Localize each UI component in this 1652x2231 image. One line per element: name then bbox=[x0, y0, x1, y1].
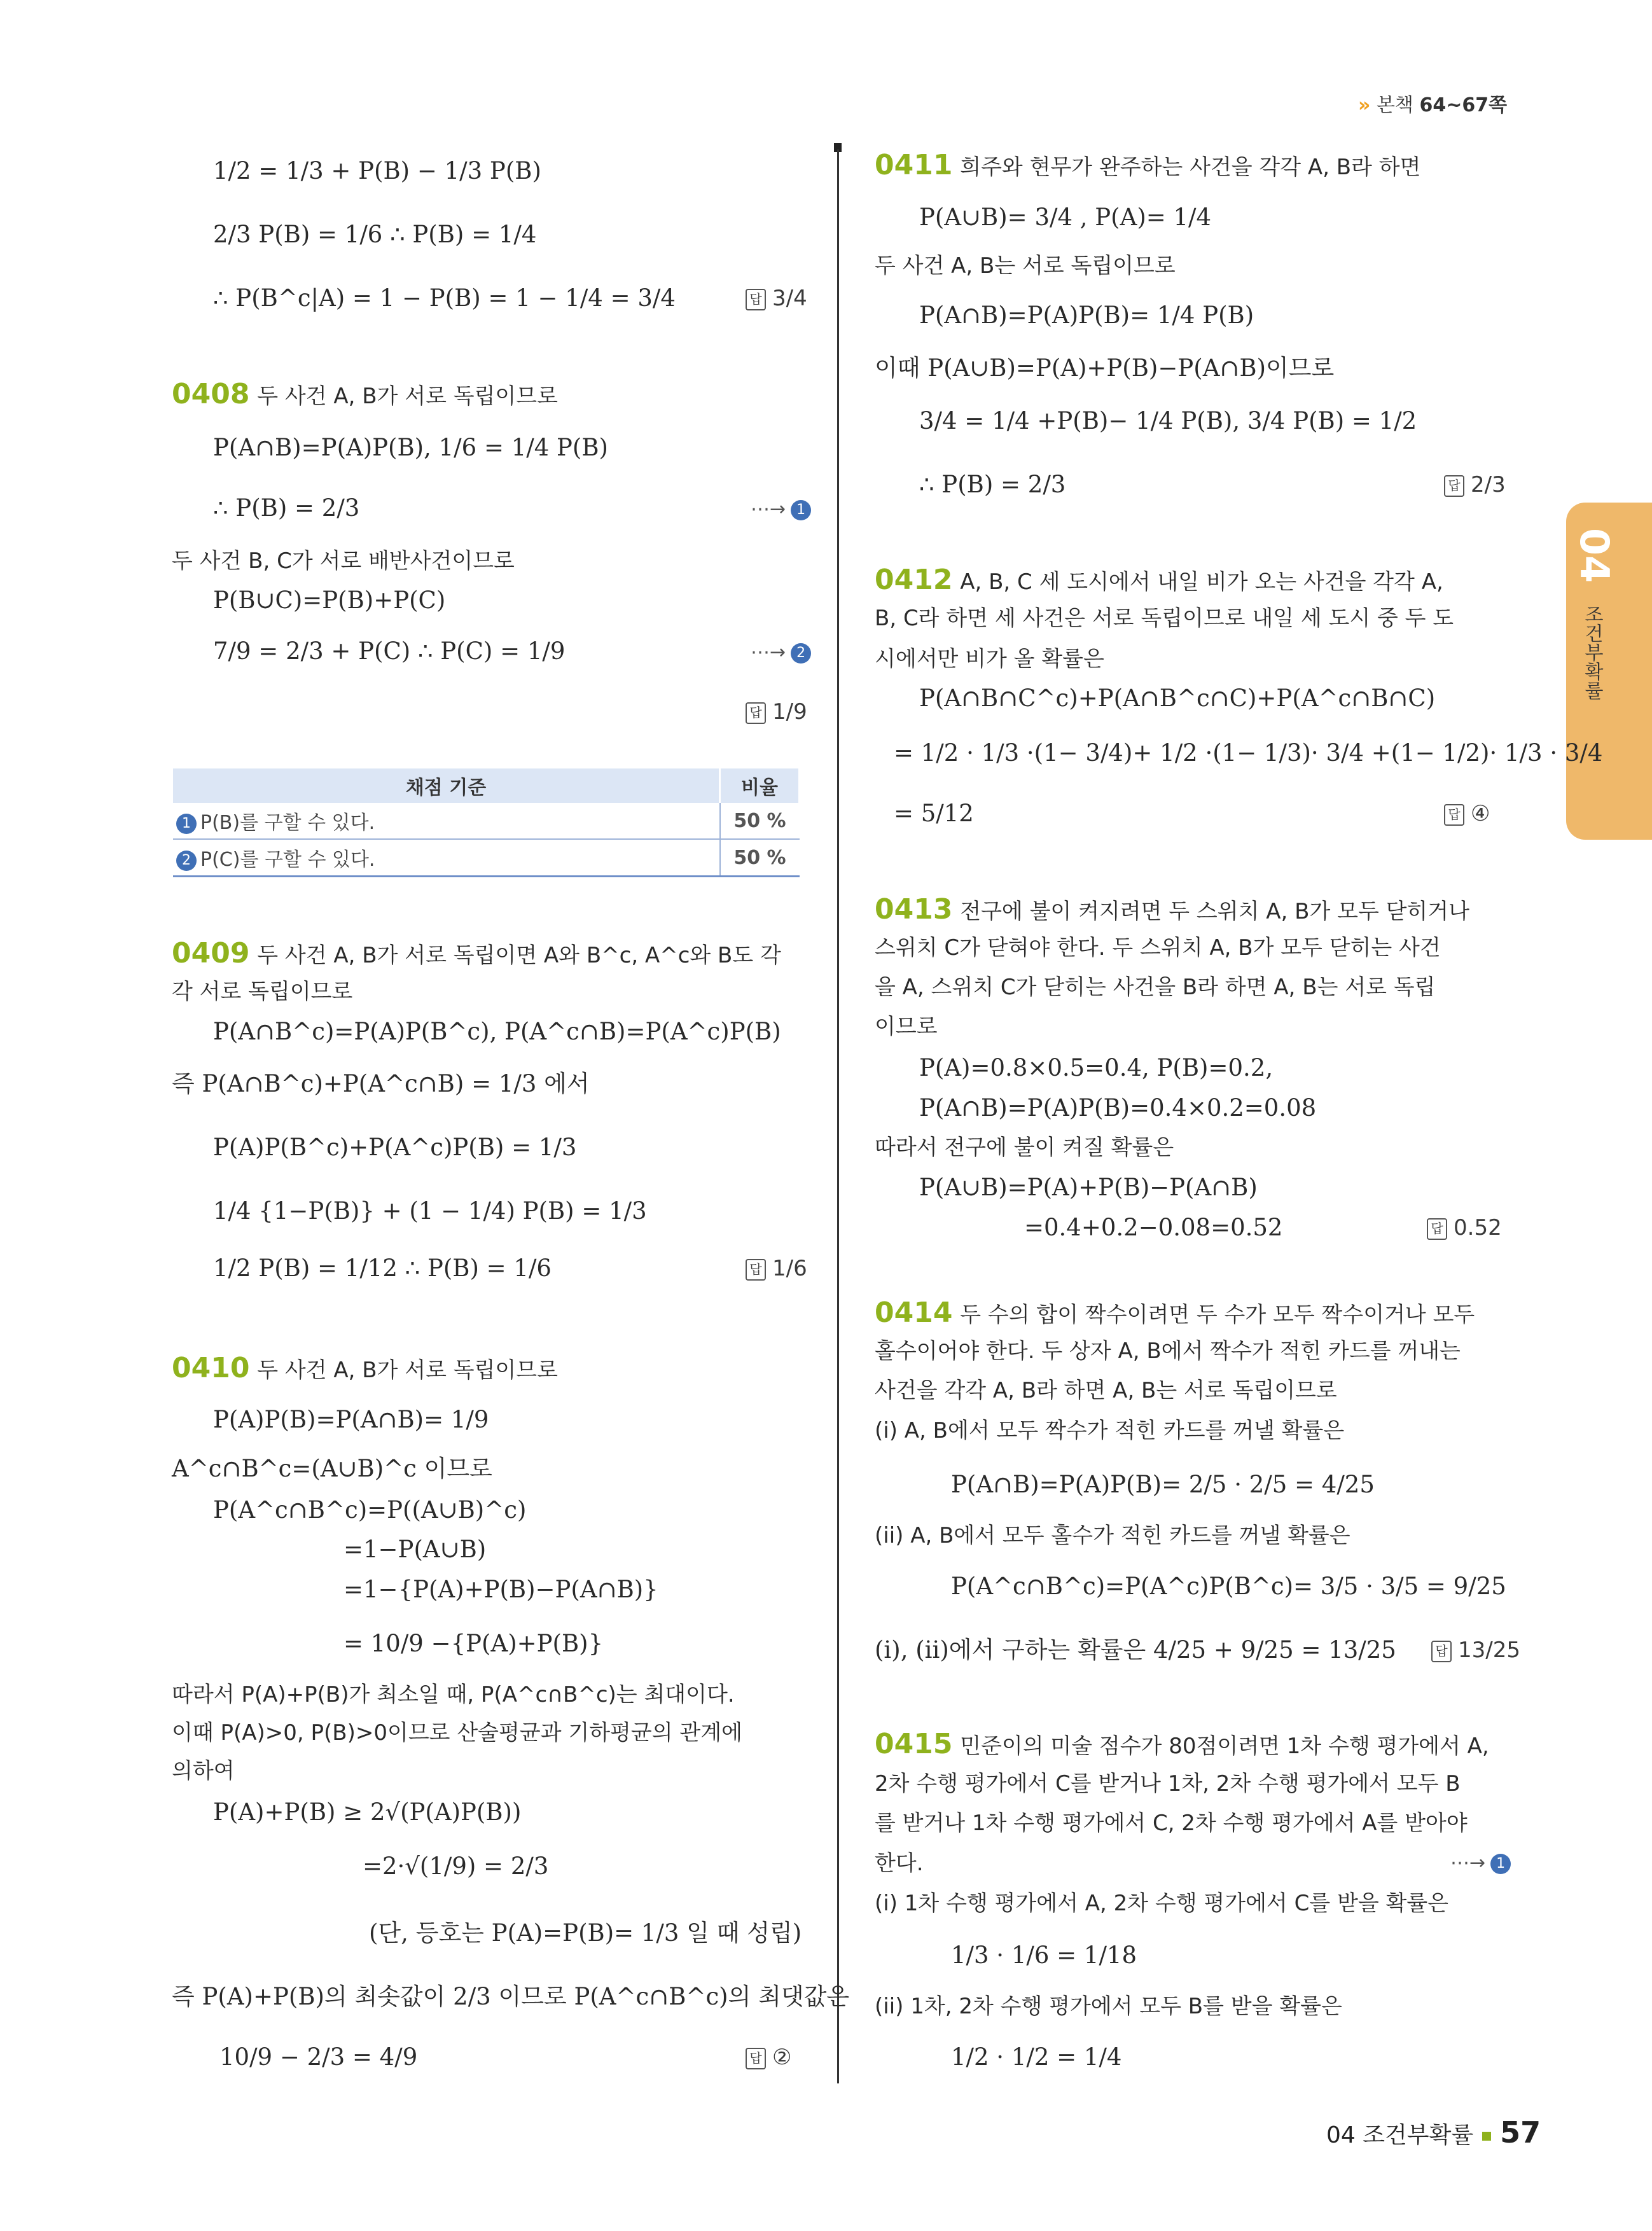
answer-mark-icon: 답 bbox=[746, 2048, 766, 2069]
problem-number: 0408 bbox=[172, 378, 250, 410]
problem-0413 bbox=[875, 894, 1469, 927]
problem-number: 0410 bbox=[172, 1352, 250, 1384]
answer-value: 2/3 bbox=[1471, 472, 1506, 497]
answer bbox=[1444, 798, 1490, 829]
criteria-text: P(B)를 구할 수 있다. bbox=[200, 812, 375, 834]
math-line: ∴ P(B^c|A) = 1 − P(B) = 1 − 1/4 = 3/4 bbox=[213, 284, 676, 312]
chevron-icon: » bbox=[1358, 94, 1371, 116]
answer bbox=[746, 283, 807, 314]
math-line: ∴ P(B) = 2/3 bbox=[213, 494, 360, 522]
answer-value: ② bbox=[772, 2045, 792, 2070]
math-line: = 5/12 bbox=[894, 800, 974, 827]
problem-0415 bbox=[875, 1729, 1489, 1762]
math-line: P(A^c∩B^c)=P(A^c)P(B^c)= 3/5 · 3/5 = 9/25 bbox=[951, 1573, 1506, 1600]
step-marker: ⋯→ 2 bbox=[751, 637, 811, 668]
criteria-text: P(C)를 구할 수 있다. bbox=[200, 849, 375, 871]
problem-intro: 두 사건 A, B가 서로 독립이므로 bbox=[257, 1358, 558, 1383]
answer bbox=[1427, 1213, 1502, 1243]
problem-intro: A, B, C 세 도시에서 내일 비가 오는 사건을 각각 A, bbox=[960, 569, 1443, 595]
math-line: P(A∩B^c)=P(A)P(B^c), P(A^c∩B)=P(A^c)P(B) bbox=[213, 1018, 781, 1045]
math-line: P(A∪B)= 3/4 , P(A)= 1/4 bbox=[919, 204, 1212, 231]
answer-mark-icon: 답 bbox=[746, 702, 766, 724]
math-line: 즉 P(A∩B^c)+P(A^c∩B) = 1/3 에서 bbox=[172, 1070, 590, 1097]
math-line: P(B∪C)=P(B)+P(C) bbox=[213, 587, 446, 614]
scoring-table bbox=[173, 768, 800, 877]
text-line: 두 사건 A, B는 서로 독립이므로 bbox=[875, 253, 1176, 279]
text-line: B, C라 하면 세 사건은 서로 독립이므로 내일 세 도시 중 두 도 bbox=[875, 606, 1454, 631]
math-line: P(A^c∩B^c)=P((A∪B)^c) bbox=[213, 1496, 527, 1524]
problem-number: 0414 bbox=[875, 1296, 953, 1329]
criteria-cell bbox=[173, 803, 720, 839]
ratio-cell: 50 % bbox=[720, 803, 800, 839]
math-line: P(A∪B)=P(A)+P(B)−P(A∩B) bbox=[919, 1174, 1258, 1201]
answer-value: 13/25 bbox=[1458, 1637, 1520, 1663]
answer bbox=[746, 697, 807, 727]
problem-0411 bbox=[875, 150, 1420, 183]
answer bbox=[1444, 469, 1506, 500]
text-line: (ii) 1차, 2차 수행 평가에서 모두 B를 받을 확률은 bbox=[875, 1994, 1342, 2019]
answer-mark-icon: 답 bbox=[746, 1259, 766, 1281]
math-line: 1/3 · 1/6 = 1/18 bbox=[951, 1942, 1137, 1969]
text-line: 를 받거나 1차 수행 평가에서 C, 2차 수행 평가에서 A를 받아야 bbox=[875, 1811, 1468, 1836]
table-row bbox=[173, 803, 800, 839]
answer-value: 0.52 bbox=[1454, 1215, 1502, 1241]
ratio-header: 비율 bbox=[720, 768, 800, 803]
math-line: P(A)P(B)=P(A∩B)= 1/9 bbox=[213, 1406, 489, 1433]
math-line: 이때 P(A∪B)=P(A)+P(B)−P(A∩B)이므로 bbox=[875, 354, 1335, 382]
text-line: 의하여 bbox=[172, 1758, 235, 1784]
answer-value: 3/4 bbox=[772, 286, 807, 311]
text-line: 이므로 bbox=[875, 1014, 938, 1039]
math-line: P(A)=0.8×0.5=0.4, P(B)=0.2, bbox=[919, 1054, 1274, 1081]
problem-number: 0411 bbox=[875, 149, 953, 181]
math-line: 1/2 P(B) = 1/12 ∴ P(B) = 1/6 bbox=[213, 1255, 552, 1282]
problem-intro: 두 수의 합이 짝수이려면 두 수가 모두 짝수이거나 모두 bbox=[960, 1302, 1475, 1328]
footer-chapter: 04 조건부확률 bbox=[1326, 2122, 1474, 2148]
math-line: P(A∩B)=P(A)P(B), 1/6 = 1/4 P(B) bbox=[213, 434, 608, 461]
criteria-header: 채점 기준 bbox=[173, 768, 720, 803]
math-line: 10/9 − 2/3 = 4/9 bbox=[219, 2043, 418, 2071]
math-line: 7/9 = 2/3 + P(C) ∴ P(C) = 1/9 bbox=[213, 637, 566, 665]
text-line: (i) 1차 수행 평가에서 A, 2차 수행 평가에서 C를 받을 확률은 bbox=[875, 1891, 1449, 1916]
math-line: = 1/2 · 1/3 ·(1− 3/4)+ 1/2 ·(1− 1/3)· 3/4 +(1− 1/2)· 1/3 · 3/4 bbox=[894, 739, 1603, 767]
math-line: = 10/9 −{P(A)+P(B)} bbox=[344, 1630, 604, 1657]
page-reference bbox=[1358, 89, 1507, 117]
text-line: 두 사건 B, C가 서로 배반사건이므로 bbox=[172, 548, 515, 574]
step-number: 1 bbox=[1490, 1854, 1511, 1874]
text-line: 시에서만 비가 올 확률은 bbox=[875, 646, 1104, 672]
math-line: P(A∩B)=P(A)P(B)= 2/5 · 2/5 = 4/25 bbox=[951, 1471, 1375, 1498]
step-number: 2 bbox=[176, 851, 197, 871]
text-line: 각 서로 독립이므로 bbox=[172, 979, 353, 1004]
math-line: 1/2 · 1/2 = 1/4 bbox=[951, 2043, 1122, 2071]
criteria-cell bbox=[173, 839, 720, 877]
chapter-tab-number: 04 bbox=[1571, 528, 1618, 583]
answer bbox=[746, 2042, 791, 2073]
math-line: =1−P(A∪B) bbox=[344, 1536, 487, 1563]
text-line: 이때 P(A)>0, P(B)>0이므로 산술평균과 기하평균의 관계에 bbox=[172, 1720, 742, 1746]
text-line: 2차 수행 평가에서 C를 받거나 1차, 2차 수행 평가에서 모두 B bbox=[875, 1771, 1461, 1797]
text-line: 을 A, 스위치 C가 닫히는 사건을 B라 하면 A, B는 서로 독립 bbox=[875, 975, 1436, 1000]
step-number: 2 bbox=[791, 643, 811, 664]
answer-mark-icon: 답 bbox=[1444, 804, 1464, 826]
math-line: =1−{P(A)+P(B)−P(A∩B)} bbox=[344, 1576, 658, 1603]
text-line: 사건을 각각 A, B라 하면 A, B는 서로 독립이므로 bbox=[875, 1378, 1337, 1403]
answer-value: ④ bbox=[1471, 801, 1490, 826]
answer-mark-icon: 답 bbox=[746, 289, 766, 310]
answer bbox=[746, 1253, 807, 1284]
answer-value: 1/9 bbox=[772, 699, 807, 725]
text-line: 따라서 P(A)+P(B)가 최소일 때, P(A^c∩B^c)는 최대이다. bbox=[172, 1682, 735, 1707]
answer-value: 1/6 bbox=[772, 1256, 807, 1281]
problem-0412 bbox=[875, 565, 1443, 597]
page-number: 57 bbox=[1500, 2115, 1541, 2150]
problem-intro: 전구에 불이 켜지려면 두 스위치 A, B가 모두 닫히거나 bbox=[960, 899, 1469, 924]
math-line: =2·√(1/9) = 2/3 bbox=[363, 1852, 549, 1880]
math-line: 즉 P(A)+P(B)의 최솟값이 2/3 이므로 P(A^c∩B^c)의 최댓값은 bbox=[172, 1983, 850, 2010]
problem-intro: 희주와 현무가 완주하는 사건을 각각 A, B라 하면 bbox=[960, 155, 1421, 180]
math-line: 2/3 P(B) = 1/6 ∴ P(B) = 1/4 bbox=[213, 221, 537, 248]
page-range: 64~67쪽 bbox=[1419, 94, 1508, 116]
answer-mark-icon: 답 bbox=[1444, 475, 1464, 497]
problem-0409 bbox=[172, 938, 781, 971]
math-line: P(A∩B∩C^c)+P(A∩B^c∩C)+P(A^c∩B∩C) bbox=[919, 685, 1436, 712]
math-line: 1/2 = 1/3 + P(B) − 1/3 P(B) bbox=[213, 157, 541, 184]
math-line: P(A)P(B^c)+P(A^c)P(B) = 1/3 bbox=[213, 1134, 577, 1161]
math-line: A^c∩B^c=(A∪B)^c 이므로 bbox=[172, 1455, 492, 1482]
math-line: 3/4 = 1/4 +P(B)− 1/4 P(B), 3/4 P(B) = 1/2 bbox=[919, 407, 1417, 434]
ratio-cell: 50 % bbox=[720, 839, 800, 877]
problem-number: 0413 bbox=[875, 893, 953, 926]
math-line: =0.4+0.2−0.08=0.52 bbox=[1024, 1214, 1283, 1241]
math-line: P(A∩B)=P(A)P(B)=0.4×0.2=0.08 bbox=[919, 1094, 1317, 1122]
text-line: 홀수이어야 한다. 두 상자 A, B에서 짝수가 적힌 카드를 꺼내는 bbox=[875, 1338, 1461, 1364]
problem-0414 bbox=[875, 1298, 1475, 1330]
step-marker: ⋯→ 1 bbox=[1450, 1848, 1511, 1879]
answer bbox=[1431, 1635, 1520, 1665]
problem-0410 bbox=[172, 1353, 558, 1386]
page-footer bbox=[1326, 2115, 1541, 2150]
math-line: P(A)+P(B) ≥ 2√(P(A)P(B)) bbox=[213, 1798, 522, 1826]
problem-intro: 두 사건 A, B가 서로 독립이므로 bbox=[257, 384, 558, 409]
problem-0408 bbox=[172, 379, 558, 412]
step-number: 1 bbox=[176, 814, 197, 834]
square-icon bbox=[1482, 2132, 1491, 2141]
math-line: (i), (ii)에서 구하는 확률은 4/25 + 9/25 = 13/25 bbox=[875, 1636, 1396, 1664]
math-line: P(A∩B)=P(A)P(B)= 1/4 P(B) bbox=[919, 302, 1254, 329]
math-line: ∴ P(B) = 2/3 bbox=[919, 471, 1066, 498]
text-line: 한다. bbox=[875, 1851, 924, 1876]
step-marker: ⋯→ 1 bbox=[751, 494, 811, 525]
problem-number: 0415 bbox=[875, 1728, 953, 1760]
problem-number: 0412 bbox=[875, 564, 953, 596]
problem-intro: 두 사건 A, B가 서로 독립이면 A와 B^c, A^c와 B도 각 bbox=[257, 943, 781, 968]
answer-mark-icon: 답 bbox=[1431, 1641, 1452, 1662]
math-line: 1/4 {1−P(B)} + (1 − 1/4) P(B) = 1/3 bbox=[213, 1197, 647, 1225]
text-line: (i) A, B에서 모두 짝수가 적힌 카드를 꺼낼 확률은 bbox=[875, 1418, 1345, 1443]
problem-intro: 민준이의 미술 점수가 80점이려면 1차 수행 평가에서 A, bbox=[960, 1734, 1489, 1759]
book-label: 본책 bbox=[1376, 94, 1413, 116]
chapter-tab-title: 조건부확률 bbox=[1581, 604, 1603, 700]
table-row bbox=[173, 839, 800, 877]
step-number: 1 bbox=[791, 500, 811, 520]
text-line: (ii) A, B에서 모두 홀수가 적힌 카드를 꺼낼 확률은 bbox=[875, 1523, 1350, 1548]
text-line: 스위치 C가 닫혀야 한다. 두 스위치 A, B가 모두 닫히는 사건 bbox=[875, 935, 1441, 961]
column-divider bbox=[837, 149, 839, 2083]
answer-mark-icon: 답 bbox=[1427, 1218, 1447, 1240]
problem-number: 0409 bbox=[172, 937, 250, 970]
scoring-header-row bbox=[173, 768, 800, 803]
text-line: 따라서 전구에 불이 켜질 확률은 bbox=[875, 1135, 1174, 1160]
math-line: (단, 등호는 P(A)=P(B)= 1/3 일 때 성립) bbox=[369, 1919, 802, 1947]
